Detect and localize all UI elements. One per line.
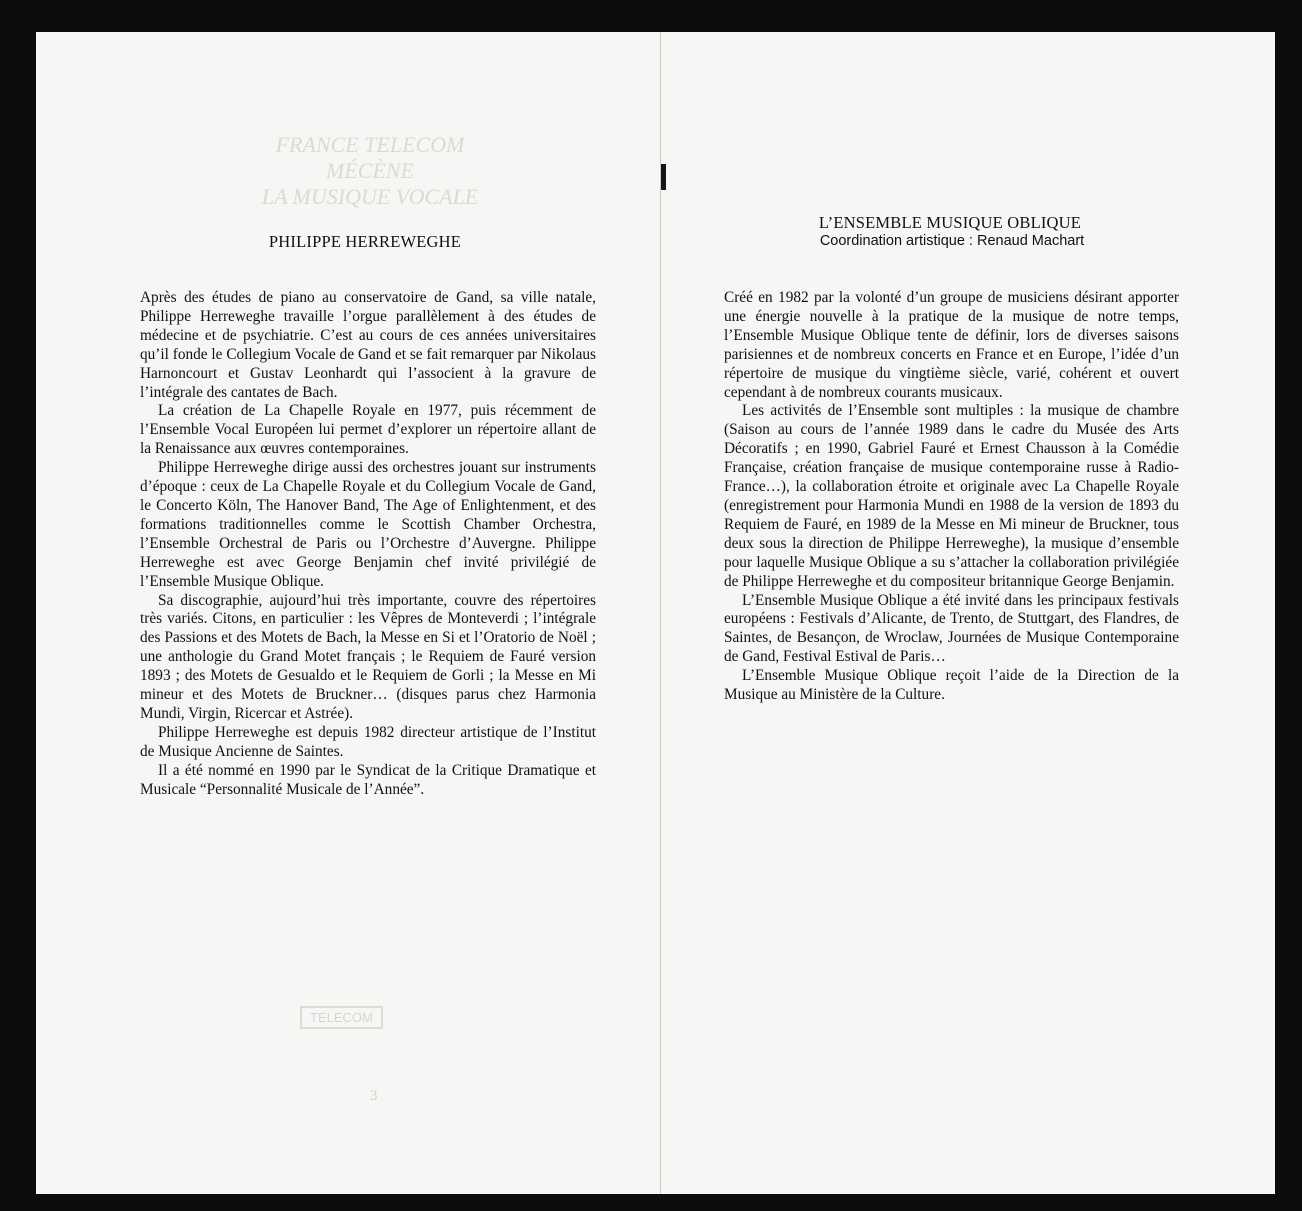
paragraph: Après des études de piano au conservatoire de Gand, sa ville natale, Philippe Herreweghe travaille l’orgue parallèlement à des études de médecine et de psychiatrie. C’est au cours de ces années universitaires qu’il fonde le Collegium Vocale de Gand et se fait remarquer par Nikolaus Harnoncourt et Gustav Leonhardt qui l’associent à la gravure de l’intégrale des cantates de Bach. — [140, 289, 596, 401]
paragraph: L’Ensemble Musique Oblique a été invité dans les principaux festivals européens : Festivals d’Alicante, de Trento, de Stuttgart, des Flandres, de Saintes, de Besançon, de Wroclaw, Journées de Musique Contemporaine de Gand, Festival Estival de Paris… — [724, 591, 1179, 666]
bleed-through-page-number: 3 — [370, 1088, 378, 1104]
right-page-body — [724, 289, 1179, 705]
paragraph: L’Ensemble Musique Oblique reçoit l’aide de la Direction de la Musique au Ministère de la Culture. — [724, 667, 1179, 704]
paragraph: Philippe Herreweghe est depuis 1982 directeur artistique de l’Institut de Musique Ancienne de Saintes. — [140, 723, 596, 760]
left-page-body — [140, 289, 596, 799]
paragraph: Sa discographie, aujourd’hui très importante, couvre des répertoires très variés. Citons, en particulier : les Vêpres de Monteverdi ; l’intégrale des Passions et des Motets de Bach, la Messe en Si et l’Oratorio de Noël ; une anthologie du Grand Motet français ; le Requiem de Fauré version 1893 ; des Motets de Gesualdo et le Requiem de Gorli ; la Messe en Mi mineur et des Motets de Bruckner… (disques parus chez Harmonia Mundi, Virgin, Ricercar et Astrée). — [140, 591, 596, 722]
spine-mark — [661, 164, 666, 190]
bleed-through-line: FRANCE TELECOM — [275, 132, 465, 157]
bleed-through-logo: TELECOM — [300, 1006, 383, 1029]
paragraph: La création de La Chapelle Royale en 1977, puis récemment de l’Ensemble Vocal Européen lui permet d’explorer un répertoire allant de la Renaissance aux œuvres contemporaines. — [140, 402, 596, 458]
paragraph: Il a été nommé en 1990 par le Syndicat de la Critique Dramatique et Musicale “Personnalité Musicale de l’Année”. — [140, 761, 596, 798]
paragraph: Les activités de l’Ensemble sont multiples : la musique de chambre (Saison au cours de l’année 1989 dans le cadre du Musée des Arts Décoratifs ; en 1990, Gabriel Fauré et Ernest Chausson à la Comédie Française, création française de musique contemporaine russe à Radio-France…), la collaboration étroite et originale avec La Chapelle Royale (enregistrement pour Harmonia Mundi en 1988 de la version de 1893 du Requiem de Fauré, en 1989 de la Messe en Mi mineur de Bruckner, tous deux sous la direction de Philippe Herreweghe), la musique d’ensemble pour laquelle Musique Oblique a su s’attacher la collaboration privilégiée de Philippe Herreweghe et du compositeur britannique George Benjamin. — [724, 402, 1179, 590]
right-page-subtitle: Coordination artistique : Renaud Machart — [819, 233, 1085, 249]
paragraph: Créé en 1982 par la volonté d’un groupe de musiciens désirant apporter une énergie nouvelle à la pratique de la musique de notre temps, l’Ensemble Musique Oblique tente de définir, lors de diverses saisons parisiennes et de nombreux concerts en France et en Europe, l’idée d’un répertoire de musique du vingtième siècle, varié, cohérent et ouvert cependant à de nombreux courants musicaux. — [724, 289, 1179, 401]
bleed-through-heading — [220, 132, 520, 210]
right-page-title: L’ENSEMBLE MUSIQUE OBLIQUE — [818, 213, 1082, 232]
paragraph: Philippe Herreweghe dirige aussi des orchestres jouant sur instruments d’époque : ceux de La Chapelle Royale et du Collegium Vocale de Gand, le Concerto Köln, The Hanover Band, The Age of Enlightenment, et des formations traditionnelles comme le Scottish Chamber Orchestra, l’Ensemble Orchestral de Paris ou l’Orchestre d’Auvergne. Philippe Herreweghe est avec George Benjamin chef invité privilégié de l’Ensemble Musique Oblique. — [140, 459, 596, 590]
bleed-through-line: LA MUSIQUE VOCALE — [261, 184, 479, 209]
left-page-title: PHILIPPE HERREWEGHE — [268, 232, 462, 251]
bleed-through-line: MÉCÈNE — [326, 158, 414, 183]
